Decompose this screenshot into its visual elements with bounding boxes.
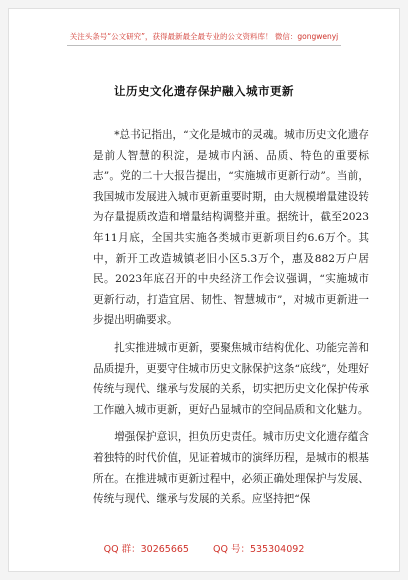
footer-contact: [9, 541, 399, 555]
document-title: 让历史文化遗存保护融入城市更新: [114, 84, 294, 98]
header-divider: [67, 45, 341, 46]
body-paragraph: 增强保护意识，担负历史责任。城市历史文化遗存蕴含着独特的时代价值，见证着城市的演绎历程，是城市的根基所在。在推进城市更新过程中，必须正确处理保护与发展、传统与现代、继承与发展的关系。应坚持把“保: [93, 431, 369, 506]
header-banner: 关注头条号“公文研究”，获得最新最全最专业的公文资料库！ 微信：gongwenyj: [69, 32, 339, 41]
document-page: [8, 8, 400, 572]
body-paragraph: *总书记指出，“文化是城市的灵魂。城市历史文化遗存是前人智慧的积淀，是城市内涵、品质、特色的重要标志”。党的二十大报告提出，“实施城市更新行动”。当前，我国城市发展进入城市更新重要时期，由大规模增量建设转为存量提质改造和增量结构调整并重。据统计，截至2023年11月底，全国共实施各类城市更新项目约6.6万个。其中，新开工改造城镇老旧小区5.3万个，惠及882万户居民。2023年底召开的中央经济工作会议强调，“实施城市更新行动，打造宜居、韧性、智慧城市”，对城市更新进一步提出明确要求。: [93, 129, 369, 327]
document-body: [93, 125, 369, 517]
footer-qq-number: QQ 号：535304092: [212, 544, 305, 555]
footer-qq-group: QQ 群：30265665: [103, 544, 189, 555]
body-paragraph: 扎实推进城市更新，要聚焦城市结构优化、功能完善和品质提升，更要守住城市历史文脉保护这条“底线”，处理好传统与现代、继承与发展的关系，切实把历史文化保护传承工作融入城市更新，更好凸显城市的空间品质和文化魅力。: [93, 341, 369, 416]
